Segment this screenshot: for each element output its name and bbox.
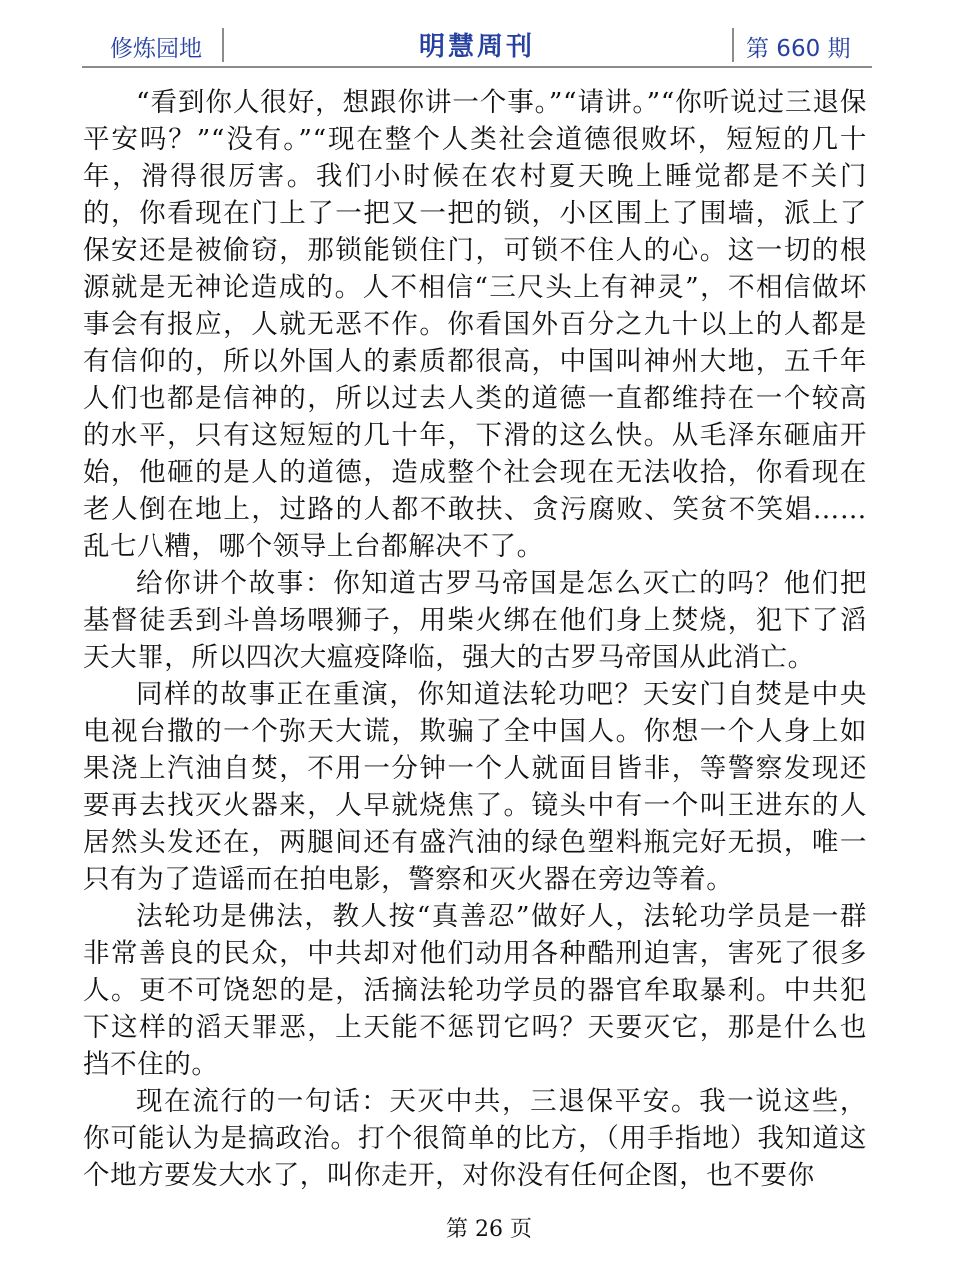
header-divider [732,28,734,62]
issue-number: 第 660 期 [746,36,851,62]
paragraph: 给你讲个故事：你知道古罗马帝国是怎么灭亡的吗？他们把基督徒丢到斗兽场喂狮子，用柴火绑在他们身上焚烧，犯下了滔天大罪，所以四次大瘟疫降临，强大的古罗马帝国从此消亡。 [83,568,867,673]
article-body [83,84,867,1194]
page-header [82,22,872,68]
page-number: 第 26 页 [446,1217,532,1242]
paragraph: 同样的故事正在重演，你知道法轮功吧？天安门自焚是中央电视台撒的一个弥天大谎，欺骗了全中国人。你想一个人身上如果浇上汽油自焚，不用一分钟一个人就面目皆非，等警察发现还要再去找灭火器来，人早就烧焦了。镜头中有一个叫王进东的人居然头发还在，两腿间还有盛汽油的绿色塑料瓶完好无损，唯一只有为了造谣而在拍电影，警察和灭火器在旁边等着。 [83,679,867,895]
paragraph: 现在流行的一句话：天灭中共，三退保平安。我一说这些，你可能认为是搞政治。打个很简单的比方，（用手指地）我知道这个地方要发大水了，叫你走开，对你没有任何企图，也不要你 [83,1086,867,1191]
paragraph: “看到你人很好，想跟你讲一个事。”“请讲。”“你听说过三退保平安吗？”“没有。”“现在整个人类社会道德很败坏，短短的几十年，滑得很厉害。我们小时候在农村夏天晚上睡觉都是不关门的，你看现在门上了一把又一把的锁，小区围上了围墙，派上了保安还是被偷窃，那锁能锁住门，可锁不住人的心。这一切的根源就是无神论造成的。人不相信“三尺头上有神灵”，不相信做坏事会有报应，人就无恶不作。你看国外百分之九十以上的人都是有信仰的，所以外国人的素质都很高，中国叫神州大地，五千年人们也都是信神的，所以过去人类的道德一直都维持在一个较高的水平，只有这短短的几十年，下滑的这么快。从毛泽东砸庙开始，他砸的是人的道德，造成整个社会现在无法收拾，你看现在老人倒在地上，过路的人都不敢扶、贪污腐败、笑贫不笑娼……乱七八糟，哪个领导上台都解决不了。 [83,87,867,562]
publication-title: 明慧周刊 [418,32,535,62]
paragraph: 法轮功是佛法，教人按“真善忍”做好人，法轮功学员是一群非常善良的民众，中共却对他们动用各种酷刑迫害，害死了很多人。更不可饶恕的是，活摘法轮功学员的器官牟取暴利。中共犯下这样的滔天罪恶，上天能不惩罚它吗？天要灭它，那是什么也挡不住的。 [83,901,867,1080]
section-label: 修炼园地 [110,36,202,62]
